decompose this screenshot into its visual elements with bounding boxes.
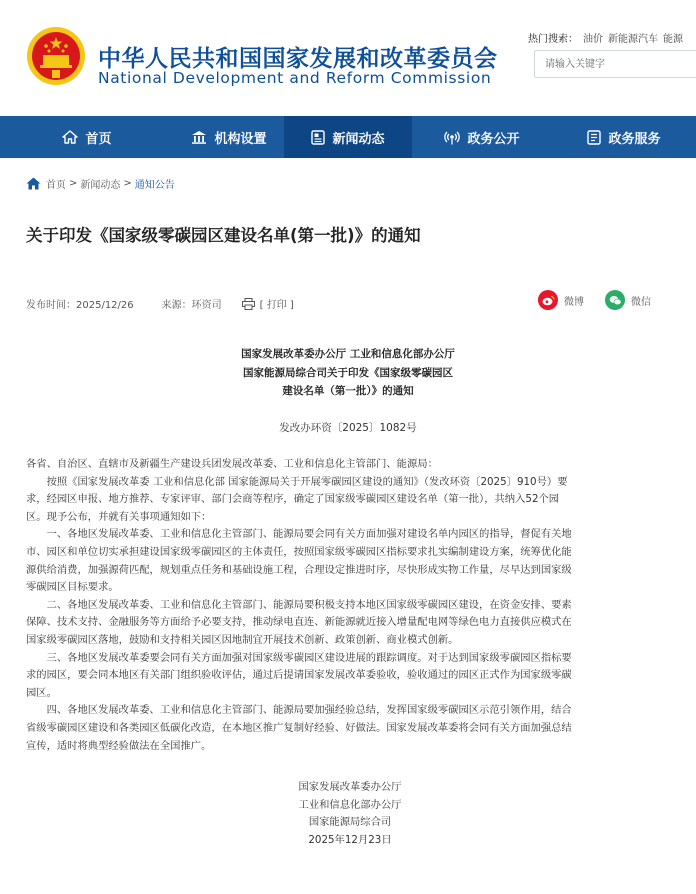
share-weibo[interactable] (538, 290, 584, 310)
site-title-en[interactable]: National Development and Reform Commission (98, 69, 492, 87)
nav-item-label: 政务服务 (608, 131, 661, 147)
article-source: 来源：环资司 (161, 300, 222, 311)
home-icon (62, 130, 78, 144)
nav-item-label: 政务公开 (467, 131, 520, 147)
hot-search (528, 30, 688, 45)
doc-header-line: 建设名单（第一批）》的通知 (282, 385, 414, 397)
doc-number: 发改办环资〔2025〕1082号 (279, 422, 417, 434)
breadcrumb-home[interactable]: 首页 (46, 180, 66, 191)
breadcrumb-news[interactable]: 新闻动态 (80, 180, 121, 191)
hot-search-term[interactable]: 能源 (663, 34, 683, 45)
article-body (26, 456, 680, 755)
doc-header-line: 国家能源局综合司关于印发《国家级零碳园区 (243, 367, 453, 379)
site-title-cn[interactable]: 中华人民共和国国家发展和改革委员会 (98, 46, 498, 72)
body-line: 零碳园区目标要求。 (26, 581, 119, 594)
body-line: 求的园区，要会同本地区有关部门组织验收评估，通过后提请国家发展改革委验收，验收通过的园区正式作为国家级零碳 (26, 669, 572, 682)
breadcrumb-notices[interactable]: 通知公告 (134, 180, 175, 191)
body-line: 宣传，适时将典型经验做法在全国推广。 (26, 739, 212, 752)
breadcrumb-separator: > (123, 178, 132, 189)
signature-line: 国家能源局综合司 (308, 816, 392, 829)
publish-date: 发布时间：2025/12/26 (26, 300, 134, 311)
print-button[interactable] (242, 296, 294, 311)
share-weibo-label: 微博 (564, 296, 584, 308)
nav-item-label: 机构设置 (214, 131, 267, 147)
body-line: 区。现予公布，并就有关事项通知如下： (26, 510, 212, 523)
doc-header-line: 国家发展改革委办公厅 工业和信息化部办公厅 (241, 348, 455, 360)
hot-search-label: 热门搜索： (528, 34, 578, 45)
share-wechat[interactable] (605, 290, 651, 310)
print-label: [ 打印 ] (259, 300, 294, 311)
body-line: 源供给消费，加强源荷匹配，规划重点任务和基础设施工程，合理设定推进时序，尽快形成实物工作量，尽早达到国家级 (26, 563, 572, 576)
weibo-icon (538, 290, 558, 310)
signature-date: 2025年12月23日 (308, 833, 392, 846)
national-emblem-icon (26, 26, 86, 86)
nav-item-label: 首页 (85, 131, 112, 147)
nav-item-public-affairs[interactable] (412, 116, 552, 158)
service-icon (587, 130, 601, 145)
nav-item-services[interactable] (552, 116, 696, 158)
body-line: 一、各地区发展改革委、工业和信息化主管部门、能源局要会同有关方面加强对建设名单内园区的指导，督促有关地 (26, 528, 572, 541)
printer-icon (242, 298, 255, 310)
site-header (0, 0, 696, 116)
breadcrumb-separator: > (69, 178, 78, 189)
breadcrumb (26, 176, 175, 191)
body-line: 各省、自治区、直辖市及新疆生产建设兵团发展改革委、工业和信息化主管部门、能源局： (26, 458, 438, 470)
body-line: 园区。 (26, 686, 57, 699)
signature-block (270, 779, 430, 849)
nav-item-organization[interactable] (174, 116, 284, 158)
news-icon (311, 130, 325, 145)
body-line: 按照《国家发展改革委 工业和信息化部 国家能源局关于开展零碳园区建设的通知》（发改环资〔2025〕910号）要 (26, 475, 568, 488)
nav-item-home[interactable] (0, 116, 174, 158)
body-line: 二、各地区发展改革委、工业和信息化主管部门、能源局要积极支持本地区国家级零碳园区建设，在资金安排、要素 (26, 598, 572, 611)
body-line: 求，经园区申报、地方推荐、专家评审、部门会商等程序，确定了国家级零碳园区建设名单（第一批），共纳入52个园 (26, 493, 560, 506)
hot-search-term[interactable]: 新能源汽车 (608, 34, 658, 45)
building-icon (191, 130, 207, 144)
body-line: 国家级零碳园区落地，鼓励和支持相关园区因地制宜开展技术创新、政策创新、商业模式创新。 (26, 633, 459, 646)
body-line: 省级零碳园区建设和各类园区低碳化改造，在本地区推广复制好经验、好做法。国家发展改革委将会同有关方面加强总结 (26, 721, 572, 734)
main-nav (0, 116, 696, 158)
home-icon (26, 177, 41, 190)
wechat-icon (605, 290, 625, 310)
body-line: 保障、技术支持、金融服务等方面给予必要支持，推动绿电直连、新能源就近接入增量配电网等绿色电力直接供应模式在 (26, 616, 572, 629)
signature-line: 工业和信息化部办公厅 (298, 798, 402, 811)
share-wechat-label: 微信 (631, 296, 651, 308)
article-title: 关于印发《国家级零碳园区建设名单(第一批)》的通知 (26, 226, 421, 245)
nav-item-news[interactable] (284, 116, 412, 158)
article-meta (26, 296, 294, 311)
body-line: 三、各地区发展改革委要会同有关方面加强对国家级零碳园区建设进展的跟踪调度。对于达到国家级零碳园区指标要 (26, 651, 572, 664)
hot-search-term[interactable]: 油价 (583, 34, 603, 45)
signature-line: 国家发展改革委办公厅 (298, 781, 402, 793)
broadcast-icon (444, 130, 460, 145)
search-input[interactable] (535, 51, 695, 77)
body-line: 四、各地区发展改革委、工业和信息化主管部门、能源局要加强经验总结，发挥国家级零碳园区示范引领作用，结合 (26, 704, 572, 717)
body-line: 市、园区和单位切实承担建设国家级零碳园区的主体责任，按照国家级零碳园区指标要求扎实编制建设方案，统筹优化能 (26, 545, 572, 558)
nav-item-label: 新闻动态 (332, 131, 385, 147)
search-box (534, 50, 696, 78)
